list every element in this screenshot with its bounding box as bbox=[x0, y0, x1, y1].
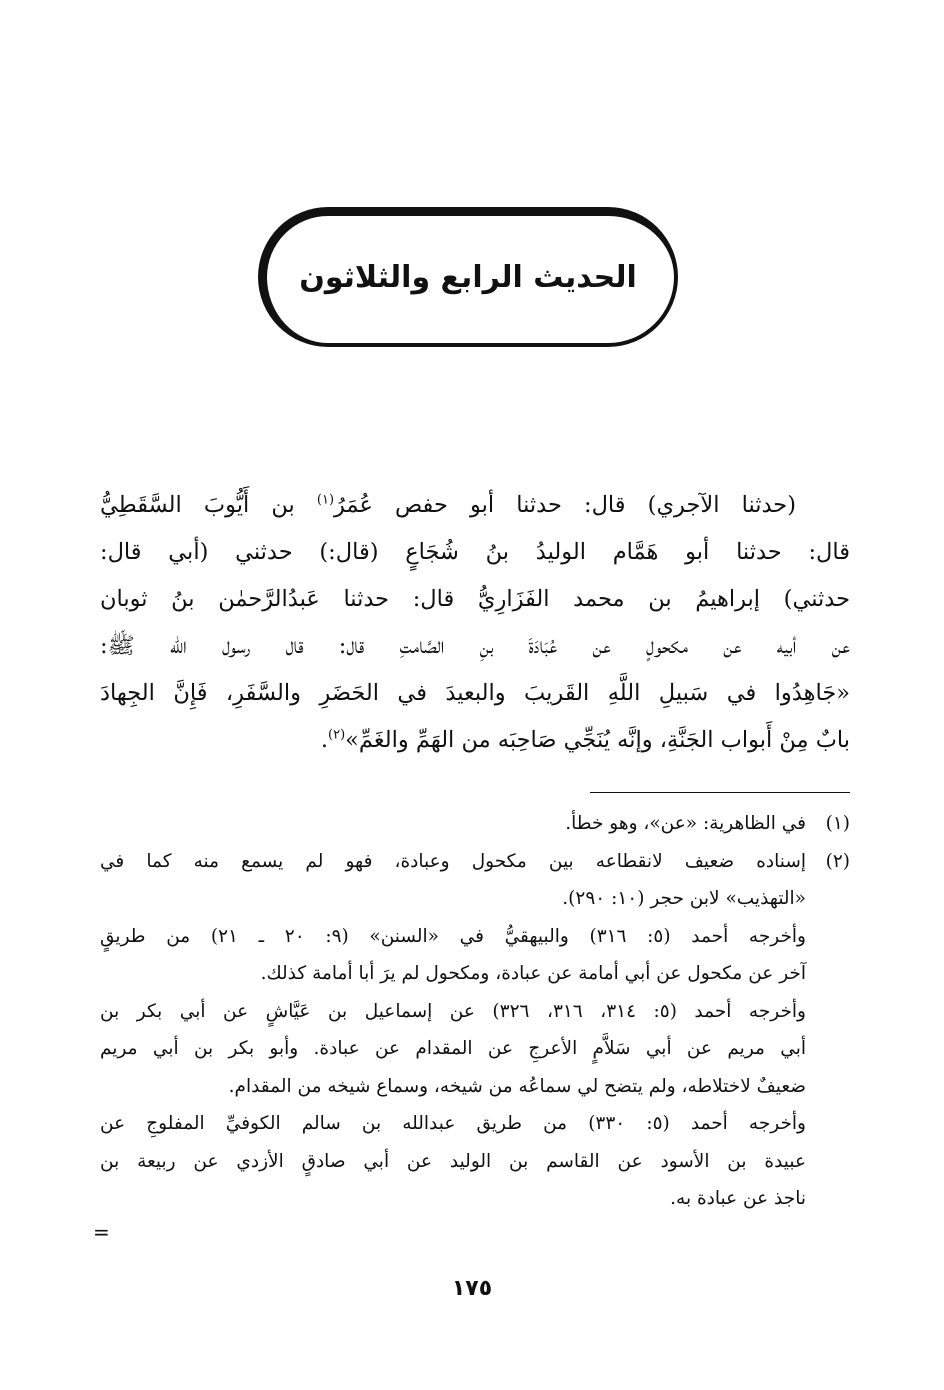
hadith-text bbox=[100, 482, 850, 764]
footnote-line: (١)في الظاهرية: «عن»، وهو خطأ. bbox=[100, 805, 850, 843]
footnote-line: وأخرجه أحمد (٥: ٣١٦) والبيهقيُّ في «السنن» (٩: ٢٠ ـ ٢١) من طريقٍ bbox=[100, 925, 806, 947]
footnote-line: آخر عن مكحول عن أبي أمامة عن عبادة، ومكحول لم يرَ أبا أمامة كذلك. bbox=[260, 963, 806, 984]
footnotes bbox=[100, 805, 850, 1218]
footnote-line: عبيدة بن الأسود عن القاسم بن الوليد عن أبي صادقٍ الأزدي عن ربيعة بن bbox=[100, 1150, 806, 1172]
hadith-line: عن أبيه عن مكحولٍ عن عُبَادَةَ بنِ الصَّامتِ قال: قال رسول الله ﷺ: bbox=[100, 633, 850, 659]
footnote-line: «التهذيب» لابن حجر (١٠: ٢٩٠). bbox=[562, 888, 806, 909]
footnote-line: وأخرجه أحمد (٥: ٣٣٠) من طريق عبدالله بن سالم الكوفيِّ المفلوجِ عن bbox=[100, 1113, 806, 1134]
footnote-ref[interactable]: (٢) bbox=[328, 727, 346, 743]
chapter-title: الحديث الرابع والثلاثون bbox=[299, 259, 637, 295]
footnote-ref[interactable]: (١) bbox=[316, 492, 335, 508]
hadith-line: قال: حدثنا أبو هَمَّام الوليدُ بنُ شُجَاعٍ (قال:) حدثني (أبي قال: bbox=[100, 539, 850, 565]
hadith-line: حدثني) إبراهيمُ بن محمد الفَزَارِيُّ قال: حدثنا عَبدُالرَّحمٰن بنُ ثوبان bbox=[100, 586, 850, 612]
footnote-line: ضعيفٌ لاختلاطه، ولم يتضح لي سماعُه من شيخه، وسماع شيخه من المقدام. bbox=[228, 1075, 806, 1097]
hadith-line: بابٌ مِنْ أَبواب الجَنَّةِ، وإنَّه يُنَجِّي صَاحِبَه من الهَمِّ والغَمِّ»$^{(٢)}$. bbox=[320, 727, 850, 753]
footnote-number: (٢) bbox=[825, 850, 850, 872]
footnote-separator bbox=[590, 792, 850, 793]
footnote-number: (١) bbox=[825, 813, 850, 834]
footnote-line: (٢)إسناده ضعيف لانقطاعه بين مكحول وعبادة، فهو لم يسمع منه كما في bbox=[100, 843, 850, 881]
hadith-line: «جَاهِدُوا في سَبيلِ اللَّهِ القَريبَ والبعيدَ في الحَضَرِ والسَّفَرِ، فَإِنَّ الجِهادَ bbox=[100, 680, 850, 706]
continuation-mark: = bbox=[93, 1220, 110, 1244]
page-number: ١٧٥ bbox=[451, 1276, 493, 1301]
footnote-line: وأخرجه أحمد (٥: ٣١٤، ٣١٦، ٣٢٦) عن إسماعيل بن عَيَّاشٍ عن أبي بكر بن bbox=[100, 1000, 806, 1022]
footnote-line: ناجذ عن عبادة به. bbox=[670, 1188, 806, 1209]
hadith-line: (حدثنا الآجري) قال: حدثنا أبو حفص عُمَرُ$^{(١)}$ بن أَيُّوبَ السَّقَطِيُّ bbox=[100, 492, 796, 518]
footnote-line: أبي مريم عن أبي سَلاَّمٍ الأعرجِ عن المقدام عن عبادة. وأبو بكر بن أبي مريم bbox=[100, 1038, 806, 1059]
